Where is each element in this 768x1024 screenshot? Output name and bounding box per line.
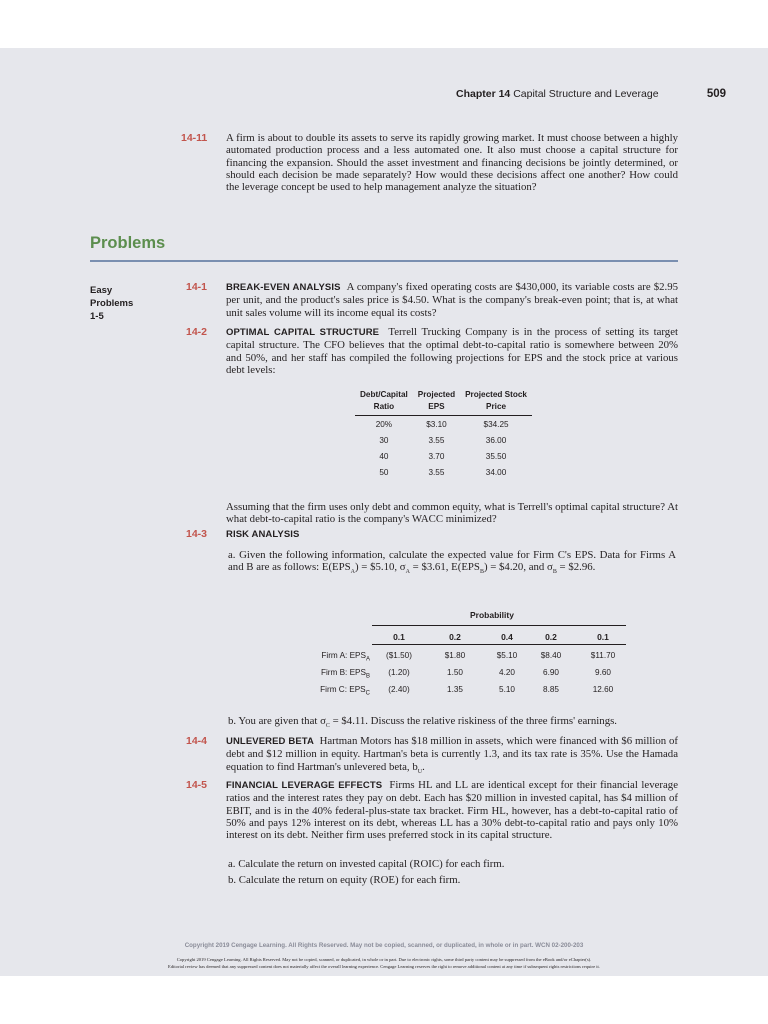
problem-number: 14-1 bbox=[186, 281, 208, 293]
table-cell: 9.60 bbox=[595, 668, 611, 677]
rights-notice-line: Copyright 2019 Cengage Learning. All Rights Reserved. May not be copied, scanned, or duplicated, in whole or in part. Due to electronic rights, some third party content may be suppressed from the eBook and/or eChapter(s). bbox=[176, 957, 592, 962]
text-run: = $4.11. Discuss the relative riskiness of the three firms' earnings. bbox=[329, 715, 617, 727]
row-label bbox=[300, 685, 370, 697]
table-cell: 1.35 bbox=[447, 685, 463, 694]
rights-notice-line: Editorial review has deemed that any suppressed content does not materially affect the overall learning experience. Cengage Learning reserves the right to remove additional content at any time if subsequent rights restrictions require it. bbox=[168, 964, 600, 969]
copyright-notice: Copyright 2019 Cengage Learning. All Rights Reserved. May not be copied, scanned, or duplicated, in whole or in part. WCN 02-200-203 bbox=[184, 942, 584, 949]
table-cell: 12.60 bbox=[592, 685, 614, 694]
rights-notice bbox=[0, 956, 768, 970]
difficulty-label bbox=[90, 284, 133, 323]
problem-body: Firms HL and LL are identical except for their financial leverage ratios and the interest rates they pay on debt. Each has $20 million in invested capital, has $4 million of EBIT, and is in the 40% federal-plus-state tax bracket. Firm HL, however, has a debt-to-capital ratio of 50% and pays 12% interest on its debt, whereas LL has a 30% debt-to-capital ratio and pays only 10% interest on its debt. Neither firm uses preferred stock in its capital structure. bbox=[226, 779, 678, 842]
table-cell: 30 bbox=[379, 435, 389, 445]
section-divider bbox=[90, 260, 678, 262]
table-cell: 34.00 bbox=[485, 467, 507, 477]
problem-heading: RISK ANALYSIS bbox=[226, 529, 300, 540]
problem-heading: BREAK-EVEN ANALYSIS bbox=[226, 282, 341, 293]
subscript: A bbox=[365, 656, 370, 663]
text-run: Firm C: EPS bbox=[320, 685, 366, 694]
problem-number: 14-2 bbox=[186, 326, 208, 338]
table-cell: $8.40 bbox=[540, 651, 562, 660]
table-cell: ($1.50) bbox=[386, 651, 412, 660]
problem-text bbox=[226, 528, 678, 541]
table-header: EPS bbox=[413, 401, 460, 416]
chapter-title: Capital Structure and Leverage bbox=[513, 88, 659, 100]
problem-heading: FINANCIAL LEVERAGE EFFECTS bbox=[226, 780, 383, 791]
problem-followup: Assuming that the firm uses only debt and common equity, what is Terrell's optimal capital structure? At what debt-to-capital ratio is the company's WACC minimized? bbox=[226, 501, 678, 526]
table-header: Projected Stock bbox=[465, 390, 527, 399]
question-number: 14-11 bbox=[181, 132, 208, 144]
subscript: A bbox=[350, 569, 355, 576]
problem-text bbox=[226, 779, 678, 841]
text-run: ) = $4.20, and σ bbox=[483, 561, 553, 574]
problem-heading: UNLEVERED BETA bbox=[226, 736, 314, 747]
subscript: B bbox=[365, 673, 370, 680]
table-cell: 3.70 bbox=[428, 451, 445, 461]
table-cell: 20% bbox=[375, 419, 393, 429]
difficulty-label-line: Problems bbox=[90, 298, 134, 309]
table-rule bbox=[372, 644, 626, 645]
table-cell: $11.70 bbox=[590, 651, 616, 660]
table-cell: 36.00 bbox=[485, 435, 507, 445]
problem-number: 14-5 bbox=[186, 779, 208, 791]
table-cell: 3.55 bbox=[428, 467, 445, 477]
chapter-label: Chapter 14 bbox=[456, 88, 511, 100]
table-row bbox=[300, 685, 630, 699]
problem-part-b: b. Calculate the return on equity (ROE) for each firm. bbox=[228, 874, 461, 886]
text-run: = $2.96. bbox=[556, 561, 596, 574]
table-cell: 6.90 bbox=[543, 668, 559, 677]
problem-part-a: a. Calculate the return on invested capital (ROIC) for each firm. bbox=[228, 858, 505, 870]
section-title: Problems bbox=[90, 234, 166, 252]
table-row bbox=[355, 416, 532, 433]
problem-part-b bbox=[228, 715, 676, 732]
problem-body: Hartman Motors has $18 million in assets, which were financed with $6 million of debt and $12 million in equity. Hartman's beta is currently 1.3, and its tax rate is 35%. Use the Hamada equation to find Hartman's unlevered beta, b bbox=[226, 735, 678, 773]
difficulty-label-range: 1-5 bbox=[90, 311, 104, 322]
table-header: Ratio bbox=[355, 401, 413, 416]
document-page bbox=[0, 48, 768, 976]
table-cell: 40 bbox=[379, 451, 389, 461]
table-header: Debt/Capital bbox=[360, 390, 408, 399]
question-text: A firm is about to double its assets to serve its rapidly growing market. It must choose between a highly automated production process and a less automated one. It also must choose a capital structure for financing the expansion. Should the asset investment and financing decisions be jointly determined, or should each decision be made separately? How would these decisions affect one another? How could the leverage concept be used to help management analyze the situation? bbox=[226, 132, 678, 194]
text-run: . bbox=[422, 760, 425, 773]
table-cell: (1.20) bbox=[388, 668, 410, 677]
subscript: C bbox=[325, 723, 330, 730]
table-cell: 8.85 bbox=[543, 685, 559, 694]
table-cell: 4.20 bbox=[499, 668, 515, 677]
table-row bbox=[300, 651, 630, 665]
text-run: Firm B: EPS bbox=[320, 668, 366, 677]
table-cell: 5.10 bbox=[499, 685, 515, 694]
probability-value: 0.2 bbox=[545, 632, 557, 642]
problem-heading: OPTIMAL CAPITAL STRUCTURE bbox=[226, 327, 380, 338]
subscript: B bbox=[479, 569, 484, 576]
table-row bbox=[355, 464, 532, 480]
probability-value: 0.1 bbox=[393, 632, 405, 642]
problem-text bbox=[226, 735, 678, 778]
problem-text bbox=[226, 326, 678, 376]
probability-value: 0.1 bbox=[597, 632, 609, 642]
problem-number: 14-4 bbox=[186, 735, 208, 747]
table-row bbox=[355, 432, 532, 448]
table-cell: $5.10 bbox=[496, 651, 518, 660]
text-run: ) = $5.10, σ bbox=[355, 561, 406, 574]
subscript: U bbox=[417, 768, 423, 775]
row-label bbox=[300, 668, 370, 680]
page-number: 509 bbox=[706, 88, 726, 100]
problem-text bbox=[226, 281, 678, 319]
problem-number: 14-3 bbox=[186, 528, 208, 540]
eps-stock-price-table bbox=[355, 389, 532, 480]
subscript: A bbox=[405, 569, 410, 576]
probability-value: 0.2 bbox=[449, 632, 461, 642]
subscript: B bbox=[552, 569, 557, 576]
row-label bbox=[300, 651, 370, 663]
table-cell: 50 bbox=[379, 467, 389, 477]
probability-label: Probability bbox=[470, 610, 514, 620]
problem-body: Terrell Trucking Company is in the process of setting its target capital structure. The CFO believes that the optimal debt-to-capital ratio is somewhere between 20% and 50%, and her staff has compiled the following projections for EPS and the stock price at various debt levels: bbox=[226, 326, 678, 376]
problem-part-a bbox=[228, 549, 676, 579]
table-cell: $1.80 bbox=[444, 651, 466, 660]
text-run: b. You are given that σ bbox=[228, 715, 326, 727]
text-run: a. Given the following information, calculate the expected value for Firm C's EPS. Data for Firms A and B are as follows: E(EPS bbox=[228, 549, 676, 574]
running-head bbox=[456, 88, 726, 104]
table-row bbox=[355, 448, 532, 464]
table-cell: 35.50 bbox=[485, 451, 507, 461]
table-header: Projected bbox=[417, 390, 456, 399]
table-header: Price bbox=[460, 401, 532, 416]
text-run: Firm A: EPS bbox=[321, 651, 366, 660]
table-cell: 1.50 bbox=[447, 668, 463, 677]
difficulty-label-line: Easy bbox=[90, 285, 113, 296]
table-cell: (2.40) bbox=[388, 685, 410, 694]
subscript: C bbox=[365, 690, 370, 697]
problem-body: A company's fixed operating costs are $430,000, its variable costs are $2.95 per unit, and the product's sales price is $4.50. What is the company's break-even point; that is, at what unit sales volume will its income equal its costs? bbox=[226, 281, 678, 319]
table-row bbox=[300, 668, 630, 682]
text-run: = $3.61, E(EPS bbox=[409, 561, 480, 574]
table-cell: 3.55 bbox=[428, 435, 445, 445]
table-rule bbox=[372, 625, 626, 626]
probability-value: 0.4 bbox=[501, 632, 513, 642]
table-cell: $3.10 bbox=[426, 419, 447, 429]
table-cell: $34.25 bbox=[483, 419, 509, 429]
